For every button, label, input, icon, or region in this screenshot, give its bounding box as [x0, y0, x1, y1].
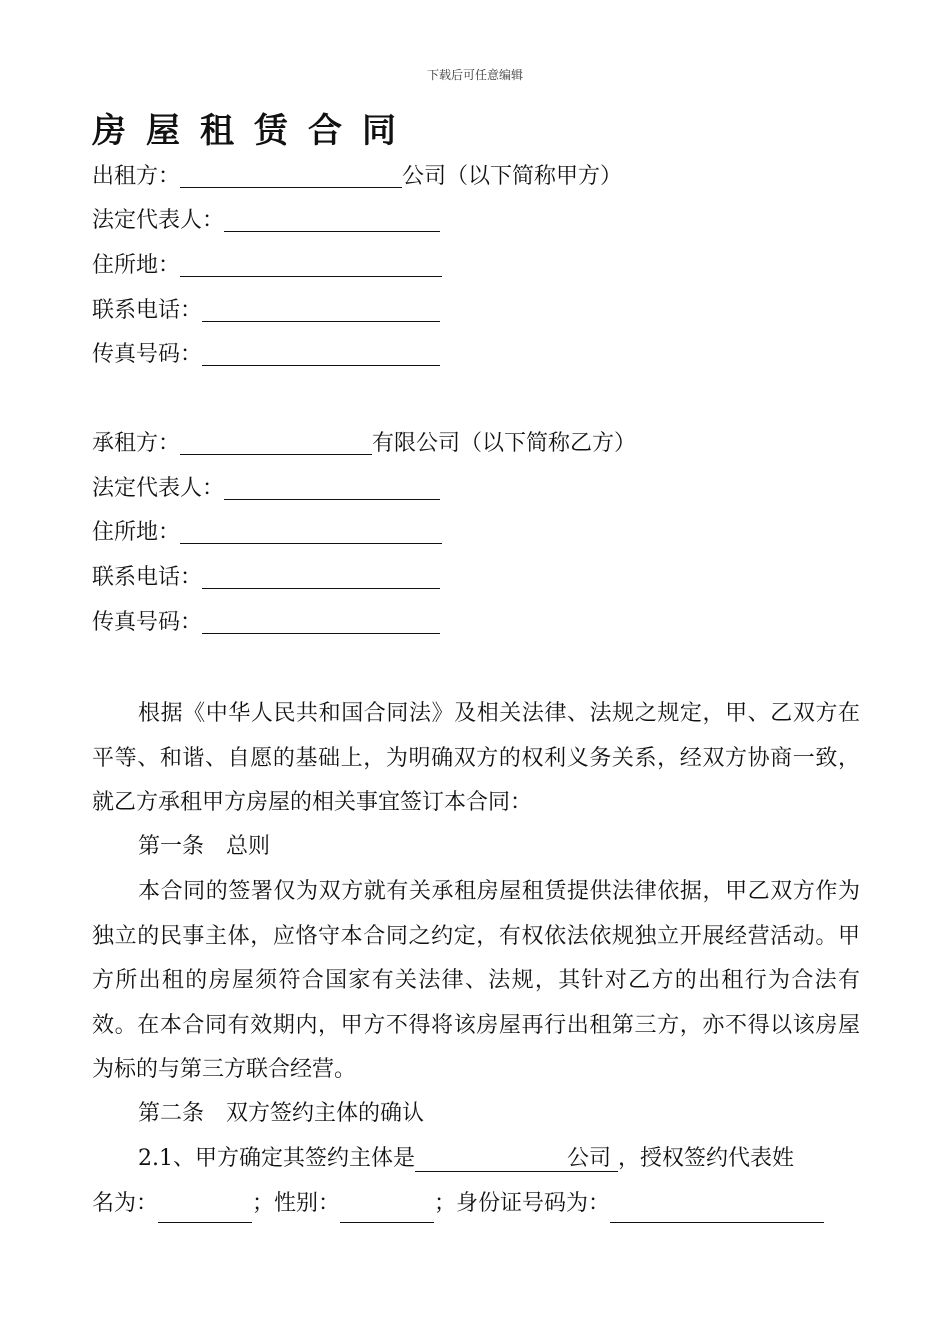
lessee-rep-row [92, 474, 440, 504]
lessor-phone-label: 联系电话： [92, 298, 203, 323]
article1-body: 本合同的签署仅为双方就有关承租房屋租赁提供法律依据，甲乙双方作为独立的民事主体，应恪守本合同之约定，有权依法依规独立开展经营活动。甲方所出租的房屋须符合国家有关法律、法规，其针对乙方的出租行为合法有效。在本合同有效期内，甲方不得将该房屋再行出租第三方，亦不得以该房屋为标的与第三方联合经营。 [92, 879, 860, 1082]
document-title: 房屋租赁合同 [92, 111, 416, 151]
article1-heading: 第一条 总则 [138, 834, 271, 859]
lessor-phone-blank[interactable] [202, 299, 440, 322]
lessor-rep-blank[interactable] [224, 209, 440, 232]
lessee-fax-row [92, 608, 440, 638]
lessee-phone-row [92, 563, 440, 593]
rep-id-blank[interactable] [610, 1200, 824, 1223]
lessor-fax-label: 传真号码： [92, 342, 203, 367]
lessor-fax-row [92, 340, 440, 370]
clause-2-1-company-field[interactable] [415, 1146, 618, 1172]
lessee-name-label: 承租方： [92, 431, 181, 456]
rep-id-label: ；身份证号码为： [434, 1191, 611, 1216]
clause-2-1 [92, 1137, 860, 1182]
lessee-address-row [92, 518, 442, 548]
lessor-address-label: 住所地： [92, 253, 181, 278]
lessor-name-label: 出租方： [92, 164, 181, 189]
lessee-rep-blank[interactable] [224, 477, 440, 500]
clause-2-1-prefix: 2.1、甲方确定其签约主体是 [138, 1146, 415, 1171]
lessor-phone-row [92, 296, 440, 326]
lessee-fax-label: 传真号码： [92, 610, 203, 635]
rep-name-label: 名为： [92, 1191, 159, 1216]
lessee-phone-label: 联系电话： [92, 565, 203, 590]
lessee-name-suffix: 有限公司（以下简称乙方） [372, 431, 637, 456]
lessor-name-suffix: 公司（以下简称甲方） [402, 164, 623, 189]
lessor-fax-blank[interactable] [202, 343, 440, 366]
header-note: 下载后可任意编辑 [426, 68, 523, 82]
rep-gender-label: ；性别： [252, 1191, 341, 1216]
lessee-address-blank[interactable] [180, 521, 442, 544]
rep-name-blank[interactable] [158, 1200, 252, 1223]
lessor-address-row [92, 251, 442, 281]
lessee-rep-label: 法定代表人： [92, 476, 225, 501]
clause-2-1-company-blank [415, 1160, 567, 1182]
lessor-name-blank[interactable] [180, 165, 402, 188]
lessor-address-blank[interactable] [180, 254, 442, 277]
lessor-rep-row [92, 206, 440, 236]
article2-heading: 第二条 双方签约主体的确认 [138, 1101, 425, 1126]
clause-2-1-suffix: ，授权签约代表姓 [618, 1146, 795, 1171]
intro-paragraph: 根据《中华人民共和国合同法》及相关法律、法规之规定，甲、乙双方在平等、和谐、自愿的基础上，为明确双方的权利义务关系，经双方协商一致，就乙方承租甲方房屋的相关事宜签订本合同： [92, 701, 860, 815]
lessee-address-label: 住所地： [92, 520, 181, 545]
lessee-phone-blank[interactable] [202, 566, 440, 589]
lessee-name-row [92, 429, 636, 459]
clause-2-1-line2 [92, 1182, 860, 1227]
lessor-name-row [92, 162, 622, 192]
clause-2-1-company: 公司 [567, 1146, 612, 1171]
lessor-rep-label: 法定代表人： [92, 208, 225, 233]
lessee-fax-blank[interactable] [202, 611, 440, 634]
lessee-name-blank[interactable] [180, 432, 372, 455]
rep-gender-blank[interactable] [340, 1200, 434, 1223]
